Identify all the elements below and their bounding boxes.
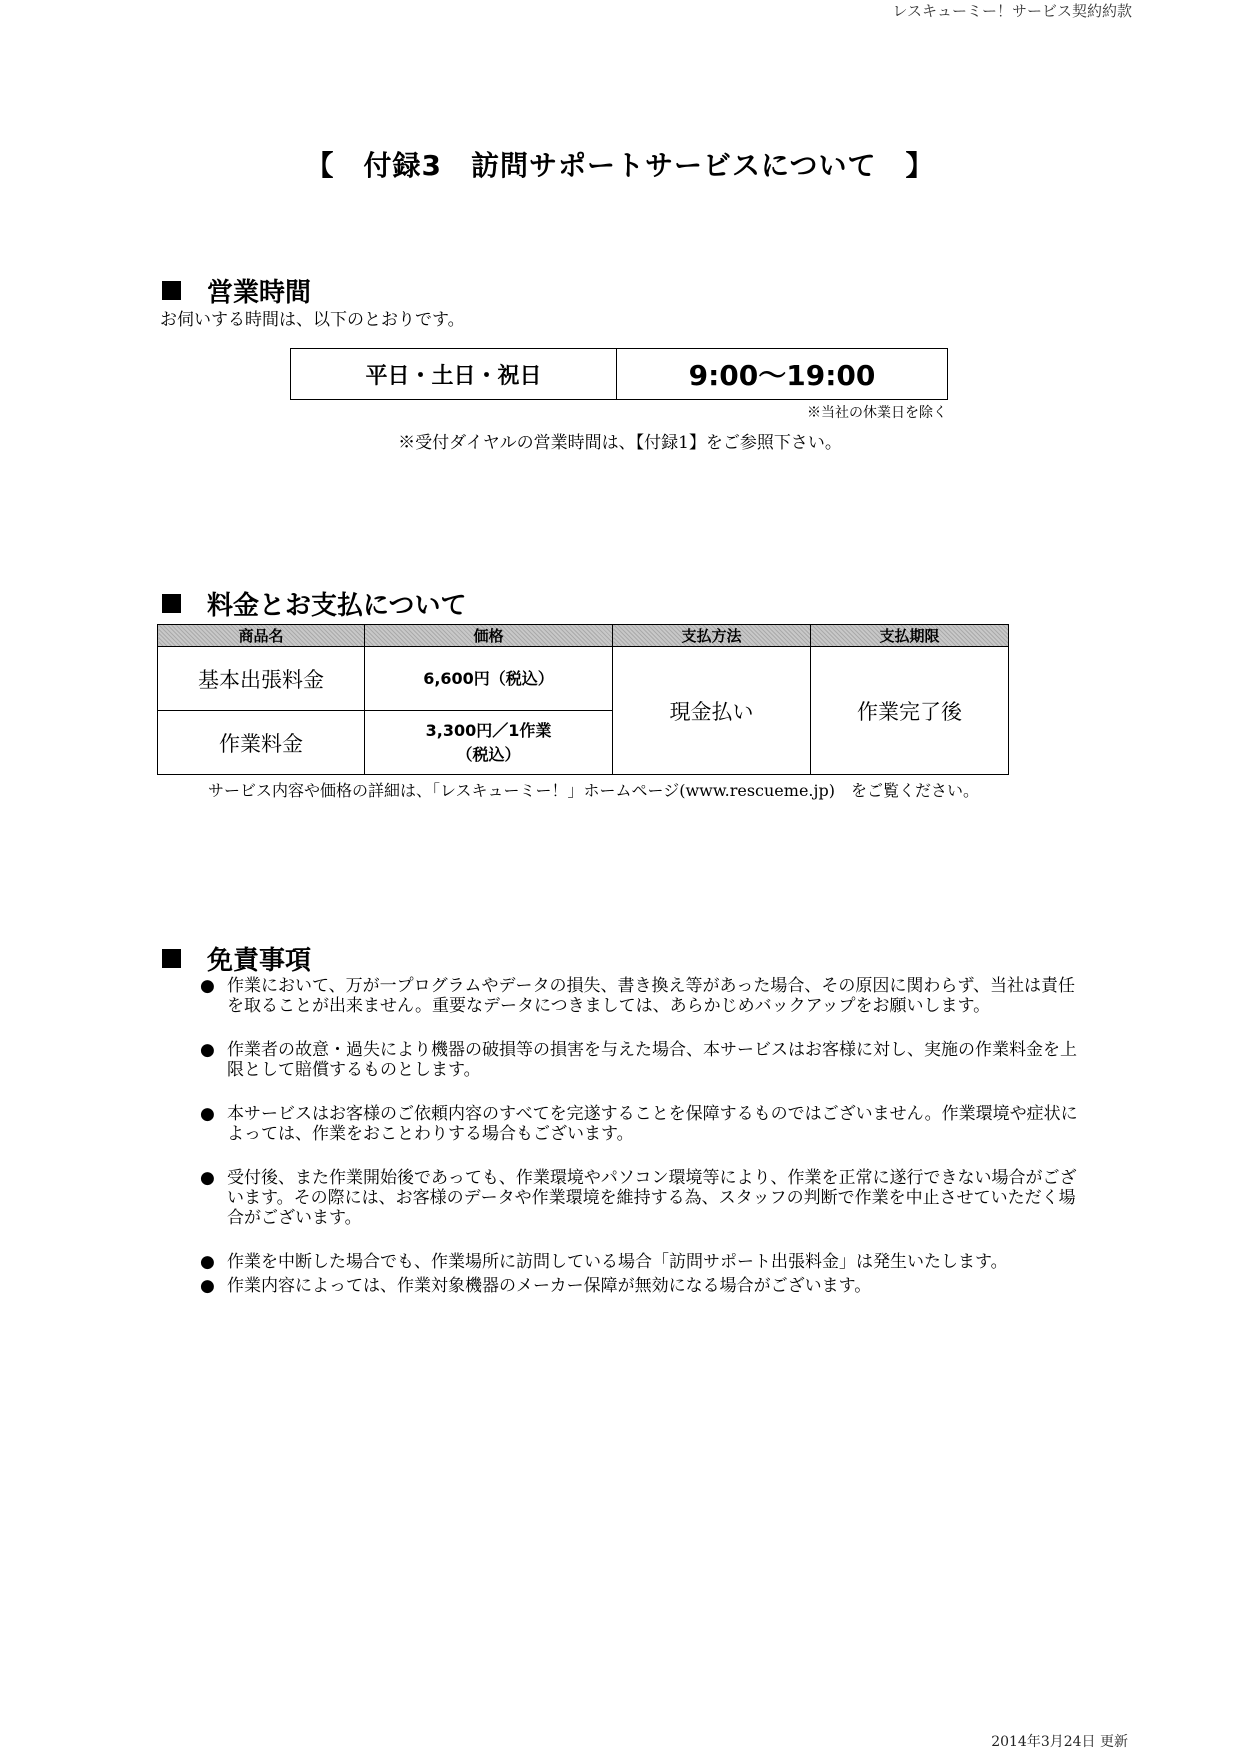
dial-hours-note: ※受付ダイヤルの営業時間は、【付録1】をご参照下さい。 [398, 433, 842, 453]
column-header: 支払方法 [613, 625, 811, 647]
table-row [158, 647, 1009, 711]
list-item [200, 1104, 1090, 1144]
holiday-note: ※当社の休業日を除く [807, 405, 947, 421]
list-item [200, 1040, 1090, 1080]
disclaimer-list [200, 976, 1090, 1320]
product-price: 6,600円（税込） [365, 647, 613, 711]
list-item-text: 受付後、また作業開始後であっても、作業環境やパソコン環境等により、作業を正常に遂行できない場合がございます。その際には、お客様のデータや作業環境を維持する為、スタッフの判断で作業を中止させていただく場合がございます。 [227, 1168, 1077, 1228]
payment-method: 現金払い [613, 647, 811, 775]
business-hours-intro: お伺いする時間は、以下のとおりです。 [160, 310, 465, 330]
list-item-text: 作業内容によっては、作業対象機器のメーカー保障が無効になる場合がございます。 [227, 1276, 872, 1296]
page-title: 【 付録3 訪問サポートサービスについて 】 [305, 149, 935, 182]
section-heading-business-hours [162, 272, 311, 309]
hours-days: 平日・土日・祝日 [291, 349, 617, 399]
header-note: レスキューミー！サービス契約約款 [892, 2, 1132, 20]
bullet-dot-icon: ● [200, 1276, 215, 1296]
column-header: 商品名 [158, 625, 365, 647]
price-line: （税込） [456, 744, 521, 764]
hours-time: 9:00〜19:00 [688, 359, 876, 392]
product-price [365, 711, 613, 775]
fee-table [157, 624, 1009, 775]
list-item-text: 本サービスはお客様のご依頼内容のすべてを完遂することを保障するものではございません。作業環境や症状によっては、作業をおことわりする場合もございます。 [227, 1104, 1078, 1144]
bullet-dot-icon: ● [200, 1168, 215, 1188]
column-header: 価格 [365, 625, 613, 647]
column-header: 支払期限 [811, 625, 1009, 647]
fee-note: サービス内容や価格の詳細は、「レスキューミー！」ホームページ(www.rescueme.jp) をご覧ください。 [208, 781, 979, 800]
section-heading-fees [162, 585, 466, 622]
section-heading-disclaimer [162, 940, 311, 977]
bullet-dot-icon: ● [200, 976, 215, 996]
product-name: 基本出張料金 [158, 647, 365, 711]
square-bullet-icon [162, 281, 181, 300]
square-bullet-icon [162, 949, 181, 968]
price-line: 3,300円／1作業 [425, 720, 552, 740]
list-item-text: 作業者の故意・過失により機器の破損等の損害を与えた場合、本サービスはお客様に対し、実施の作業料金を上限として賠償するものとします。 [227, 1040, 1077, 1080]
section-heading-text: 料金とお支払について [207, 591, 467, 621]
square-bullet-icon [162, 594, 181, 613]
list-item-text: 作業を中断した場合でも、作業場所に訪問している場合「訪問サポート出張料金」は発生いたします。 [227, 1252, 1008, 1272]
business-hours-table [290, 348, 948, 400]
list-item-text: 作業において、万が一プログラムやデータの損失、書き換え等があった場合、その原因に関わらず、当社は責任を取ることが出来ません。重要なデータにつきましては、あらかじめバックアップをお願いします。 [227, 976, 1075, 1016]
bullet-dot-icon: ● [200, 1104, 215, 1124]
list-item [200, 1276, 1090, 1296]
table-header-row [158, 625, 1009, 647]
bullet-dot-icon: ● [200, 1040, 215, 1060]
product-name: 作業料金 [158, 711, 365, 775]
section-heading-text: 営業時間 [207, 278, 312, 308]
updated-date: 2014年3月24日 更新 [991, 1734, 1128, 1750]
payment-deadline: 作業完了後 [811, 647, 1009, 775]
list-item [200, 1168, 1090, 1228]
list-item [200, 976, 1090, 1016]
bullet-dot-icon: ● [200, 1252, 215, 1272]
list-item [200, 1252, 1090, 1272]
section-heading-text: 免責事項 [207, 946, 312, 976]
